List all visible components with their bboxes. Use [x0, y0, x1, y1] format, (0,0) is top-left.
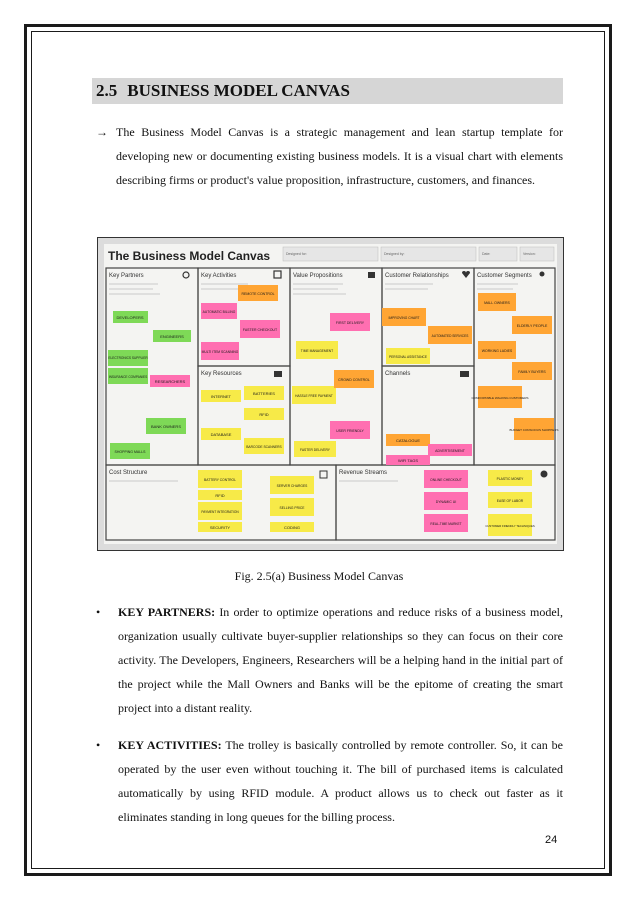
intro-paragraph: [96, 120, 563, 192]
note-remote-control: REMOTE CONTROL: [241, 292, 275, 296]
arrow-icon: →: [96, 125, 108, 139]
note-catalogue: CATALOGUE: [395, 438, 421, 443]
note-rfid-cost: RFID: [215, 493, 225, 498]
note-server-charges: SERVER CHARGES: [276, 484, 308, 488]
canvas-title: The Business Model Canvas: [108, 249, 271, 263]
note-bank-owners: BANK OWNERS: [150, 424, 182, 429]
note-payment-integration: PAYMENT INTEGRATION: [201, 510, 239, 514]
note-working-ladies: WORKING LADIES: [481, 349, 513, 353]
header-field-version: Version:: [523, 252, 536, 256]
bullet-label: KEY ACTIVITIES:: [118, 738, 222, 752]
note-user-friendly: USER FRIENDLY: [336, 429, 364, 433]
note-electronics-supplier: ELECTRONICS SUPPLIER: [108, 356, 148, 360]
section-heading: [92, 78, 563, 104]
section-key-partners: Key Partners: [109, 273, 144, 279]
section-key-resources: Key Resources: [201, 371, 242, 377]
note-dynamic-ui: DYNAMIC UI: [435, 500, 457, 504]
note-mall-owners: MALL OWNERS: [484, 301, 510, 305]
section-number: 2.5: [96, 81, 118, 100]
header-field-designed-for: Designed for:: [286, 252, 307, 256]
gift-icon: [368, 272, 375, 278]
money-bag-icon: [541, 471, 548, 478]
section-customer-segments: Customer Segments: [477, 273, 532, 279]
note-elderly-people: ELDERLY PEOPLE: [516, 324, 548, 328]
section-title: BUSINESS MODEL CANVAS: [127, 81, 350, 100]
note-improving-chart: IMPROVING CHART: [388, 316, 420, 320]
note-researchers: RESEARCHERS: [154, 379, 186, 384]
section-key-activities: Key Activities: [201, 273, 237, 279]
note-engineers: ENGINEERS: [160, 334, 184, 339]
note-real-time-market: REAL-TIME MARKET: [430, 522, 462, 526]
section-value-propositions: Value Propositions: [293, 273, 343, 279]
note-batteries: BATTERIES: [253, 391, 275, 396]
note-selling-price: SELLING PRICE: [279, 506, 305, 510]
section-customer-relationships: Customer Relationships: [385, 273, 449, 279]
note-family-buyers: FAMILY BUYERS: [518, 370, 546, 374]
note-ease-of-labor: EASE OF LABOR: [496, 499, 524, 503]
factory-icon: [274, 371, 282, 377]
note-faster-delivery: FASTER DELIVERY: [300, 448, 330, 452]
page-number: 24: [545, 834, 558, 846]
bullet-text: In order to optimize operations and reduce risks of a business model, organization usually cultivate buyer-supplier relationships so they can focus on their core activity. The Developers, Engineers, Researchers will be a helping hand in the initial part of the project while the Mall Owners and Banks will be the epitome of creating the smart project into a distant reality.: [118, 605, 563, 715]
note-wifi-tags: WIFI TAGS: [397, 458, 419, 463]
section-channels: Channels: [385, 371, 411, 377]
bullet-key-activities: [96, 733, 563, 829]
note-developers: DEVELOPERS: [116, 315, 144, 320]
intro-text: The Business Model Canvas is a strategic management and lean startup template for developing new or documenting existing business models. It is a visual chart with elements describing firms or product's value proposition, infrastructure, customers, and finances.: [116, 125, 563, 187]
note-online-checkout: ONLINE CHECKOUT: [430, 478, 462, 482]
note-advertisement: ADVERTISEMENT: [435, 449, 465, 453]
header-field-date: Date:: [482, 252, 491, 256]
note-faster-checkout: FASTER CHECKOUT: [242, 328, 278, 332]
figure-caption: Fig. 2.5(a) Business Model Canvas: [234, 569, 404, 583]
note-shopping-malls: SHOPPING MALLS: [114, 450, 146, 454]
note-automated-services: AUTOMATED SERVICES: [431, 334, 469, 338]
note-rfid: RFID: [259, 412, 269, 417]
header-field-designed-by: Designed by:: [384, 252, 405, 256]
note-customer-friendly-techniques: CUSTOMER FRIENDLY TECHNIQUES: [485, 524, 535, 528]
note-internet: INTERNET: [211, 394, 231, 399]
note-database: DATABASE: [210, 432, 232, 437]
bullet-icon: •: [96, 605, 101, 619]
section-revenue-streams: Revenue Streams: [339, 470, 388, 476]
bullet-icon: •: [96, 738, 101, 752]
bullet-key-partners: [96, 600, 563, 720]
note-crowd-control: CROWD CONTROL: [338, 378, 370, 382]
note-multi-item-scanning: MULTI ITEM SCANNING: [201, 350, 239, 354]
note-time-management: TIME MANAGEMENT: [300, 349, 334, 353]
note-personal-assistance: PERSONAL ASSISTANCE: [389, 355, 427, 359]
bullet-label: KEY PARTNERS:: [118, 605, 216, 619]
note-coding: CODING: [284, 525, 300, 530]
note-security: SECURITY: [209, 525, 231, 530]
bullet-text: The trolley is basically controlled by remote controller. So, it can be operated by the user even without touching it. The bill of purchased items is calculated automatically by using RFID module. A product allows us to check out faster as it eliminates standing in long queues for the billing process.: [118, 738, 563, 824]
note-comfortable-walking-customers: COMFORTABLE WALKING CUSTOMERS: [471, 396, 529, 400]
section-cost-structure: Cost Structure: [109, 470, 148, 476]
note-insurance-companies: INSURANCE COMPANIES: [108, 375, 148, 379]
note-automatic-billing: AUTOMATIC BILLING: [202, 310, 236, 314]
business-model-canvas-image: [97, 237, 564, 551]
note-budget-conscious-shoppers: BUDGET CONSCIOUS SHOPPERS: [509, 428, 559, 432]
note-battery-control: BATTERY CONTROL: [204, 478, 236, 482]
note-hassle-free-payment: HASSLE FREE PAYMENT: [295, 394, 333, 398]
note-plastic-money: PLASTIC MONEY: [496, 477, 524, 481]
canvas-illustration: [98, 238, 563, 550]
note-first-delivery: FIRST DELIVERY: [335, 321, 365, 325]
note-barcode-scanners: BARCODE SCANNERS: [246, 445, 282, 449]
truck-icon: [460, 371, 469, 377]
people-icon: [540, 272, 545, 277]
